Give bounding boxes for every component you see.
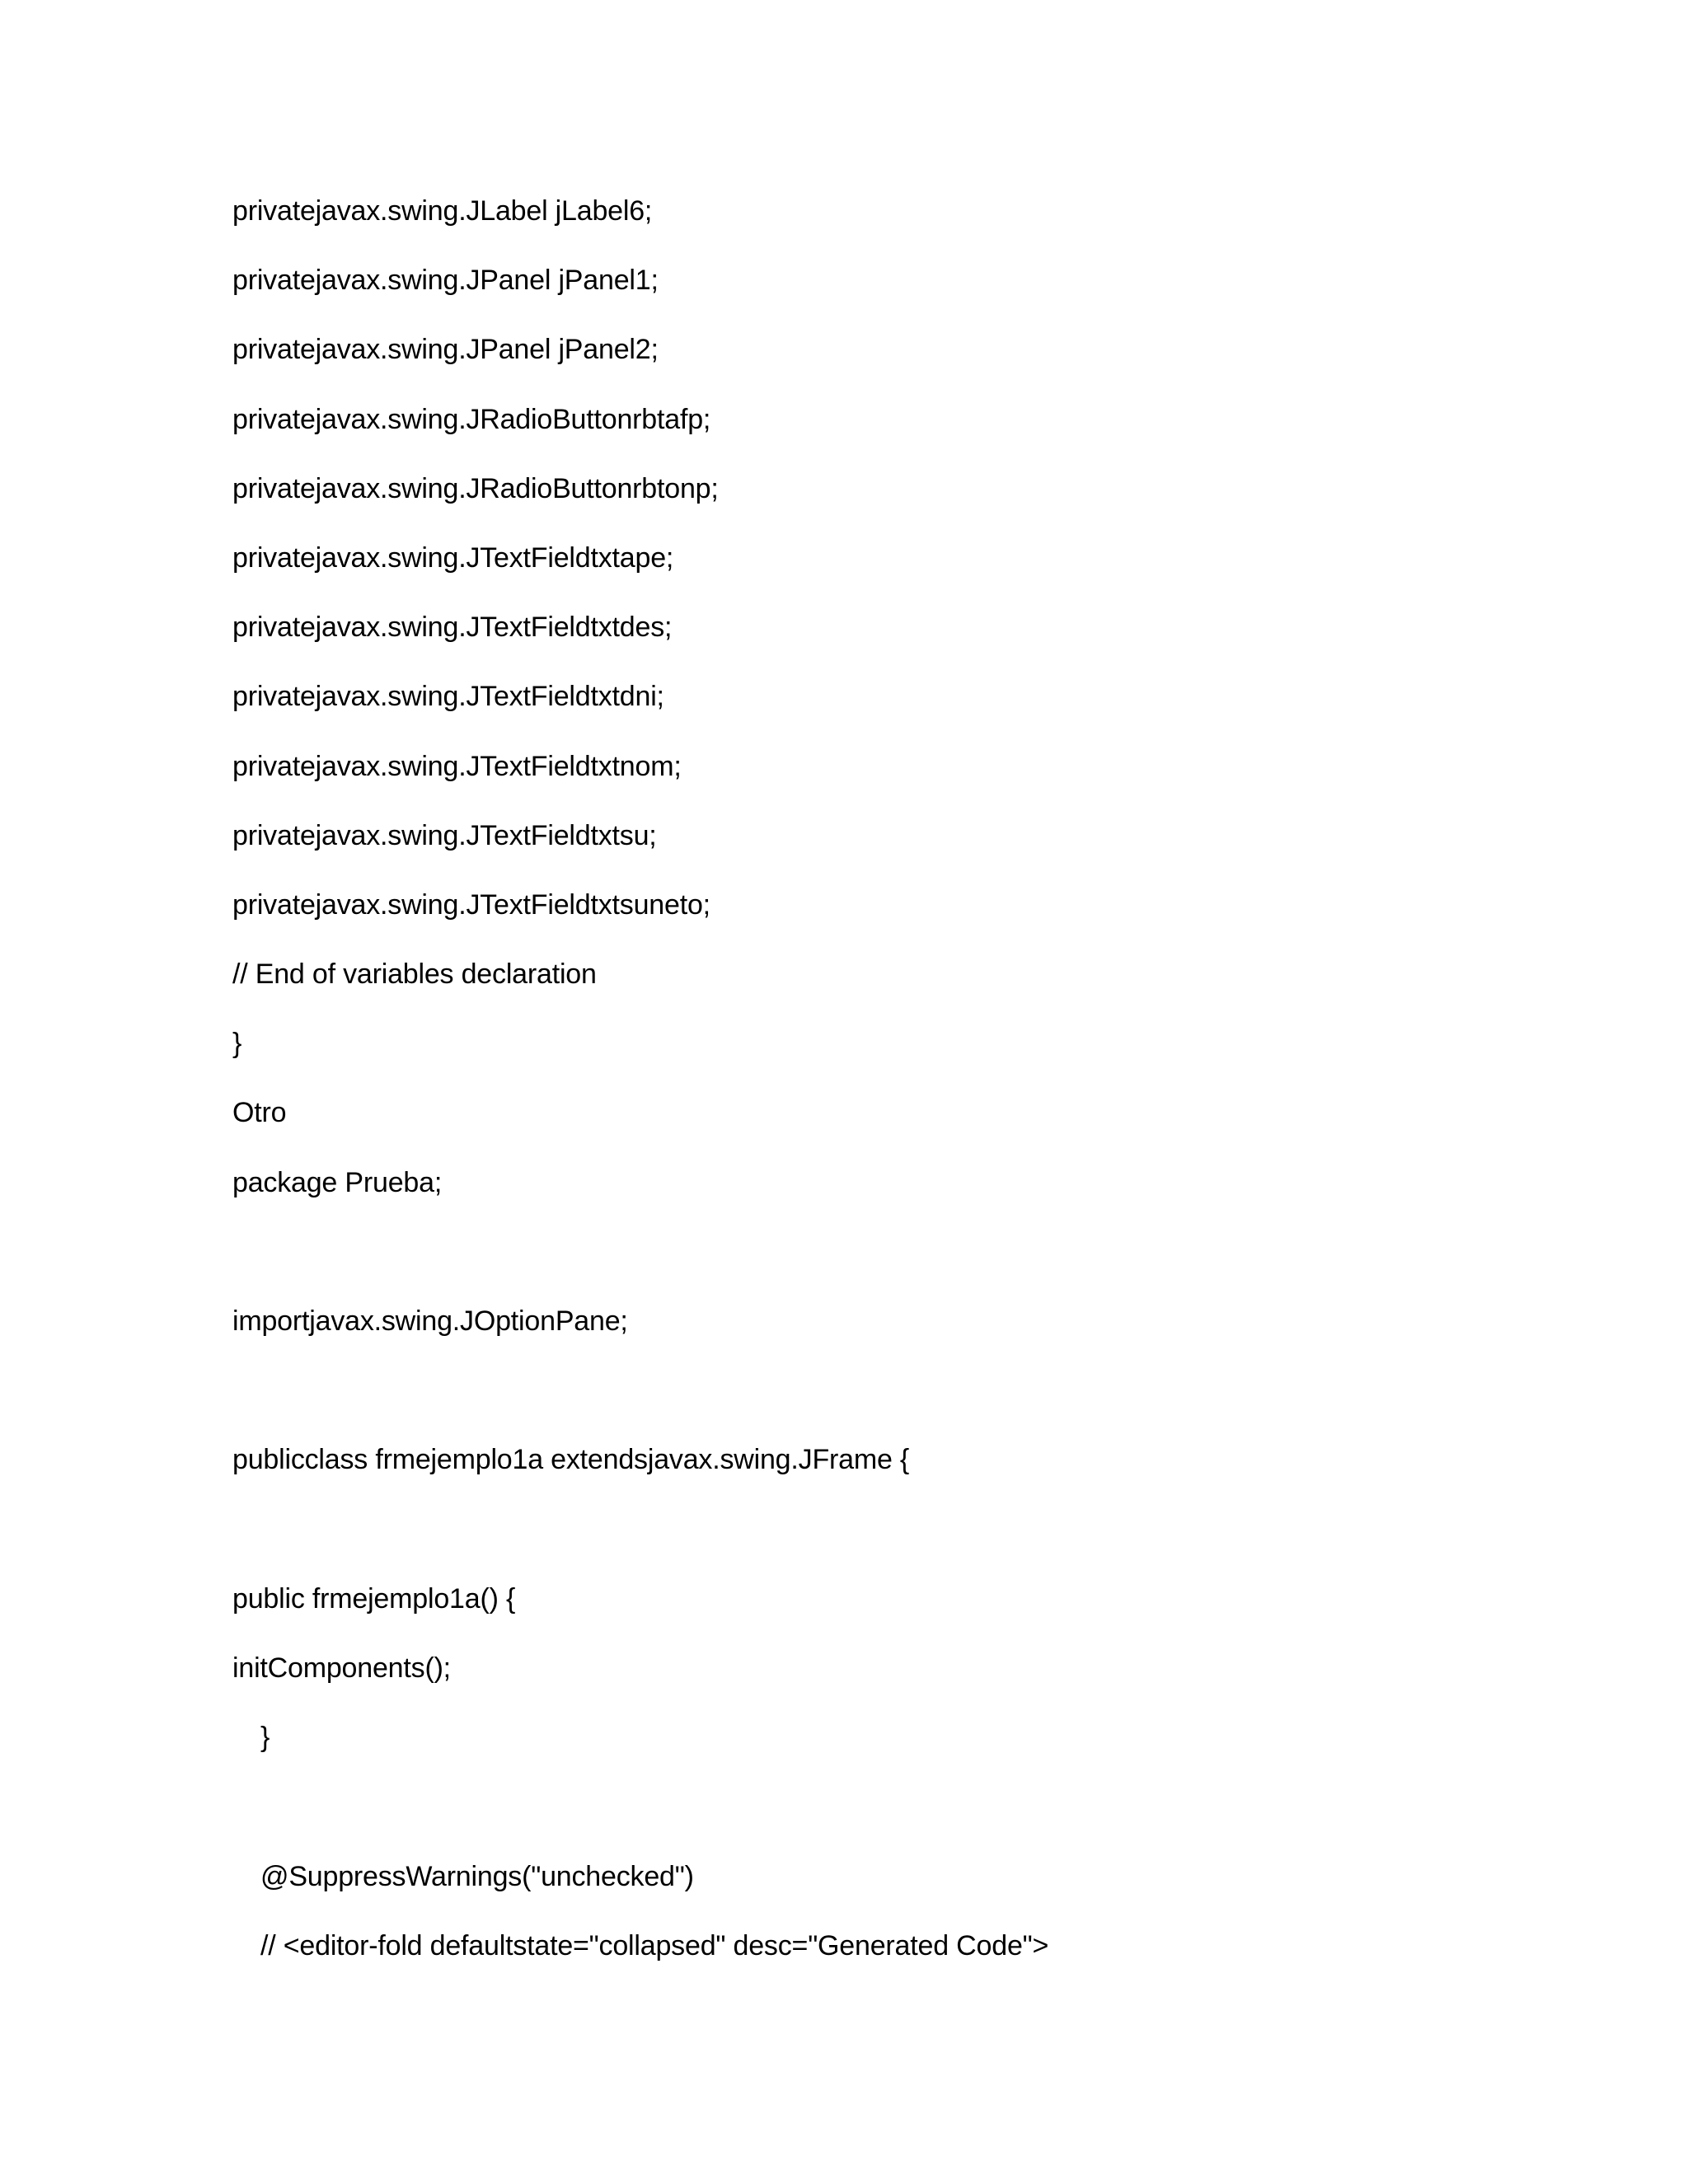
closing-brace-line: }	[260, 1722, 270, 1754]
blank-line	[232, 1783, 1469, 1853]
code-listing	[232, 188, 1469, 1992]
code-line: privatejavax.swing.JPanel jPanel1;	[232, 265, 659, 297]
heading-line: Otro	[232, 1097, 287, 1129]
code-line: privatejavax.swing.JTextFieldtxtsuneto;	[232, 888, 710, 921]
class-declaration-line: publicclass frmejemplo1a extendsjavax.swing.JFrame {	[232, 1444, 910, 1476]
annotation-line: @SuppressWarnings("unchecked")	[260, 1860, 694, 1892]
import-line: importjavax.swing.JOptionPane;	[232, 1305, 628, 1337]
comment-line: // End of variables declaration	[232, 958, 597, 991]
constructor-line: public frmejemplo1a() {	[232, 1582, 516, 1615]
code-line: privatejavax.swing.JTextFieldtxtsu;	[232, 819, 657, 851]
blank-line	[232, 1367, 1469, 1436]
code-line: privatejavax.swing.JTextFieldtxtdes;	[232, 612, 673, 644]
blank-line	[232, 1507, 1469, 1576]
package-line: package Prueba;	[232, 1166, 443, 1198]
comment-line: // <editor-fold defaultstate="collapsed" desc="Generated Code">	[260, 1929, 1049, 1961]
code-line: privatejavax.swing.JTextFieldtxtape;	[232, 541, 674, 574]
code-line: initComponents();	[232, 1652, 451, 1684]
code-line: privatejavax.swing.JTextFieldtxtdni;	[232, 681, 664, 713]
code-line: privatejavax.swing.JRadioButtonrbtafp;	[232, 403, 711, 435]
code-line: privatejavax.swing.JRadioButtonrbtonp;	[232, 472, 719, 504]
blank-line	[232, 1229, 1469, 1298]
code-line: privatejavax.swing.JPanel jPanel2;	[232, 334, 659, 366]
closing-brace-line: }	[232, 1028, 242, 1060]
code-line: privatejavax.swing.JLabel jLabel6;	[232, 195, 653, 227]
code-line: privatejavax.swing.JTextFieldtxtnom;	[232, 750, 682, 782]
